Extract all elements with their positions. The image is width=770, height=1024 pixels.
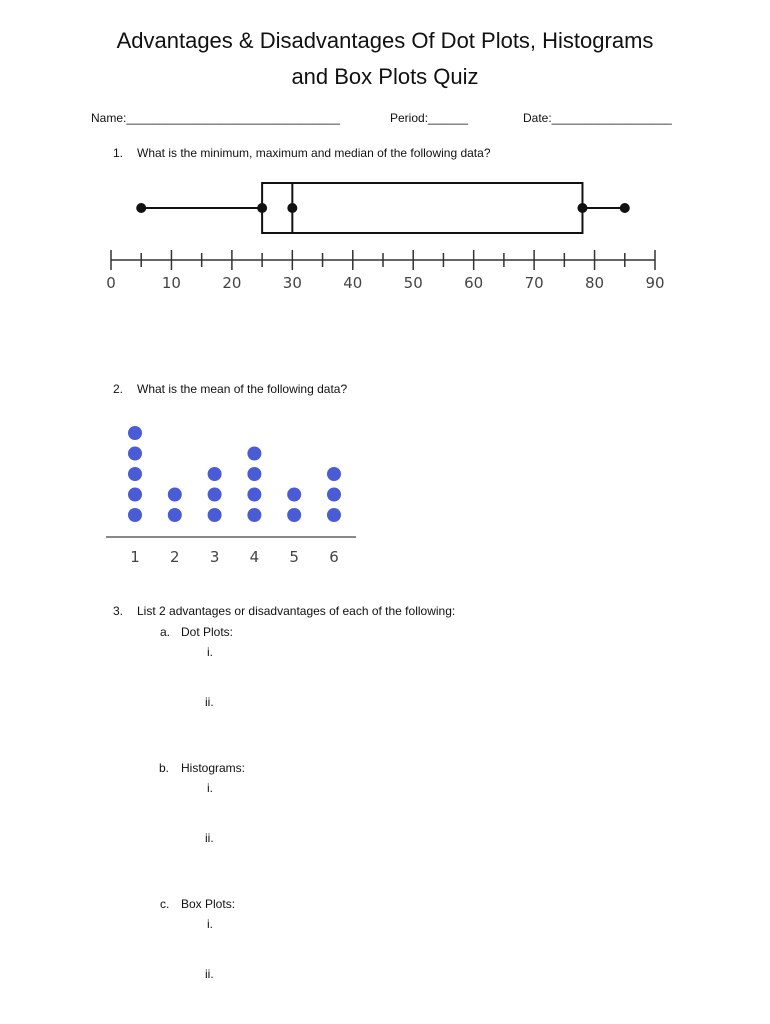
box-tick-label: 30 (282, 274, 302, 292)
dot-1-2 (128, 488, 142, 502)
dot-category-label: 3 (209, 548, 220, 566)
part-c-item-ii: ii. (205, 967, 214, 981)
box-tick-label: 90 (645, 274, 665, 292)
part-a-letter: a. (160, 625, 171, 639)
dot-4-4 (247, 447, 261, 461)
part-b-item-ii: ii. (205, 831, 214, 845)
dot-3-2 (208, 488, 222, 502)
dot-category-label: 4 (249, 548, 260, 566)
dot-category-label: 1 (130, 548, 140, 566)
dot-6-2 (327, 488, 341, 502)
question-1-text: What is the minimum, maximum and median of the following data? (137, 146, 491, 160)
part-a-item-i: i. (207, 645, 213, 659)
dot-4-2 (247, 488, 261, 502)
period-field: Period:______ (390, 111, 469, 125)
dot-4-1 (247, 508, 261, 522)
box-tick-label: 10 (161, 274, 181, 292)
dot-1-5 (128, 426, 142, 440)
part-b-letter: b. (159, 761, 170, 775)
box-tick-label: 20 (222, 274, 242, 292)
question-3-number: 3. (113, 604, 124, 618)
dot-1-4 (128, 447, 142, 461)
dot-category-label: 6 (329, 548, 339, 566)
question-1-number: 1. (113, 146, 124, 160)
dot-3-1 (208, 508, 222, 522)
part-c-item-i: i. (207, 917, 213, 931)
date-field: Date:__________________ (523, 111, 672, 125)
dot-1-1 (128, 508, 142, 522)
dot-6-3 (327, 467, 341, 481)
part-b-label: Histograms: (181, 761, 246, 775)
box-tick-label: 40 (343, 274, 363, 292)
box-tick-label: 80 (585, 274, 605, 292)
part-b-item-i: i. (207, 781, 213, 795)
question-2-number: 2. (113, 382, 124, 396)
question-3-text: List 2 advantages or disadvantages of each of the following: (137, 604, 456, 618)
box-tick-label: 60 (464, 274, 484, 292)
dot-5-1 (287, 508, 301, 522)
box-tick-label: 50 (403, 274, 423, 292)
dot-category-label: 2 (170, 548, 180, 566)
name-field: Name:________________________________ (91, 111, 340, 125)
page-title-line-1: Advantages & Disadvantages Of Dot Plots, Histograms (116, 28, 654, 53)
dot-4-3 (247, 467, 261, 481)
question-2-text: What is the mean of the following data? (137, 382, 348, 396)
box-tick-label: 70 (524, 274, 544, 292)
part-a-label: Dot Plots: (181, 625, 234, 639)
part-c-letter: c. (160, 897, 170, 911)
dot-2-1 (168, 508, 182, 522)
dot-1-3 (128, 467, 142, 481)
page-title-line-2: and Box Plots Quiz (291, 64, 479, 89)
part-a-item-ii: ii. (205, 695, 214, 709)
dot-2-2 (168, 488, 182, 502)
dot-5-2 (287, 488, 301, 502)
dot-3-3 (208, 467, 222, 481)
box-tick-label: 0 (106, 274, 116, 292)
part-c-label: Box Plots: (181, 897, 236, 911)
dot-category-label: 5 (289, 548, 299, 566)
dot-6-1 (327, 508, 341, 522)
